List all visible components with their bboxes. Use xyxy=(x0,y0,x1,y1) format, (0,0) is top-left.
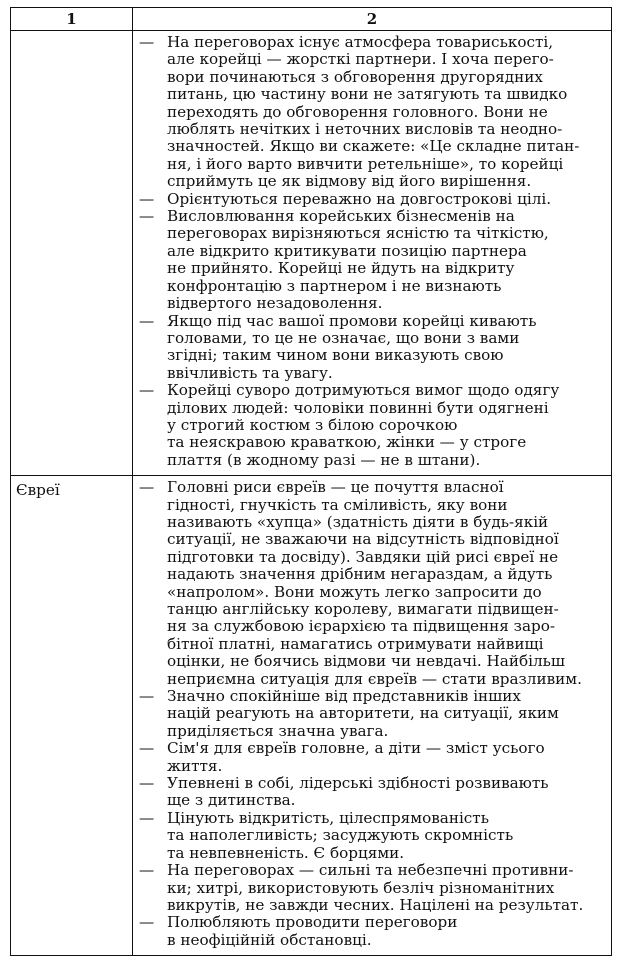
table-row xyxy=(11,31,612,476)
text-line: Корейці суворо дотримуються вимог щодо одягу xyxy=(167,381,560,400)
text-line: танцю англійську королеву, вимагати підвищен- xyxy=(167,600,559,618)
list-item xyxy=(139,479,605,688)
list-item xyxy=(139,34,605,191)
text-line: та неяскравою краваткою, жінки — у строге xyxy=(167,433,527,452)
text-line: ділових людей: чоловіки повинні бути одягнені xyxy=(167,398,549,417)
text-line: значностей. Якщо ви скажете: «Це складне питан- xyxy=(167,137,580,156)
text-line: переходять до обговорення головного. Вони не xyxy=(167,102,548,121)
text-line: але корейці — жорсткі партнери. І хоча перего- xyxy=(167,50,554,69)
text-line: згідні; таким чином вони виказують свою xyxy=(167,346,504,365)
text-line: націй реагують на авторитети, на ситуації, яким xyxy=(167,704,559,723)
dash-marker: — xyxy=(139,381,155,400)
list-item xyxy=(139,688,605,740)
list-item xyxy=(139,191,605,208)
column-header-1: 1 xyxy=(11,8,133,31)
text-line: але відкрито критикувати позицію партнера xyxy=(167,241,527,260)
text-line: життя. xyxy=(167,756,223,775)
text-line: Висловлювання корейських бізнесменів на xyxy=(167,207,515,226)
text-line: Полюбляють проводити переговори xyxy=(167,913,458,932)
text-line: люблять нечітких і неточних висловів та неодно- xyxy=(167,120,563,139)
text-line: в неофіційній обстановці. xyxy=(167,930,372,949)
dash-marker: — xyxy=(139,33,155,51)
bullet-list xyxy=(139,34,605,469)
table-row xyxy=(11,476,612,956)
text-line: оцінки, не боячись відмови чи невдачі. Найбільш xyxy=(167,652,566,671)
list-item xyxy=(139,914,605,949)
text-line: гідності, гнучкість та сміливість, яку вони xyxy=(167,495,508,514)
column-header-2: 2 xyxy=(133,8,612,31)
text-line: конфронтацію з партнером і не визнають xyxy=(167,276,502,295)
text-line: Головні риси євреїв — це почуття власної xyxy=(167,478,504,497)
row-content-cell xyxy=(133,476,612,956)
text-line: підготовки та досвіду). Завдяки цій рисі євреї не xyxy=(167,547,559,566)
list-item xyxy=(139,313,605,383)
text-line: відвертого незадоволення. xyxy=(167,294,383,313)
dash-marker: — xyxy=(139,687,155,706)
list-item xyxy=(139,740,605,775)
dash-marker: — xyxy=(139,739,155,758)
text-line: головами, то це не означає, що вони з вами xyxy=(167,328,520,347)
text-line: надають значення дрібним негараздам, а йдуть xyxy=(167,565,553,584)
text-line: та невпевненість. Є борцями. xyxy=(167,843,405,862)
text-line: Якщо під час вашої промови корейці кивають xyxy=(167,311,537,330)
text-line: Орієнтуються переважно на довгострокові цілі. xyxy=(167,189,552,208)
dash-marker: — xyxy=(139,913,155,932)
row-label-cell xyxy=(11,31,133,476)
text-line: та наполегливість; засуджують скромність xyxy=(167,826,514,845)
list-item xyxy=(139,208,605,312)
text-line: у строгий костюм з білою сорочкою xyxy=(167,415,458,434)
text-line: бітної платні, намагатись отримувати найвищі xyxy=(167,634,544,653)
text-line: не прийнято. Корейці не йдуть на відкриту xyxy=(167,259,515,278)
text-line: Сім'я для євреїв головне, а діти — зміст усього xyxy=(167,739,545,758)
text-line: неприємна ситуація для євреїв — стати вразливим. xyxy=(167,669,582,688)
text-line: сприймуть це як відмову від його вирішення. xyxy=(167,172,532,191)
text-line: Упевнені в собі, лідерські здібності розвивають xyxy=(167,774,549,793)
text-line: називають «хупца» (здатність діяти в будь-якій xyxy=(167,512,549,531)
dash-marker: — xyxy=(139,861,155,880)
text-line: Цінують відкритість, цілеспрямованість xyxy=(167,808,489,827)
list-item xyxy=(139,862,605,914)
text-line: ня за службовою ієрархією та підвищення заро- xyxy=(167,617,556,636)
list-item xyxy=(139,382,605,469)
row-content-cell xyxy=(133,31,612,476)
text-line: «напролом». Вони можуть легко запросити до xyxy=(167,582,542,601)
text-line: Значно спокійніше від представників інших xyxy=(167,687,521,706)
text-line: На переговорах — сильні та небезпечні противни- xyxy=(167,861,574,880)
text-line: ки; хитрі, використовують безліч різноманітних xyxy=(167,878,555,897)
text-line: На переговорах існує атмосфера товариськості, xyxy=(167,33,554,51)
text-line: переговорах вирізняються ясністю та чіткістю, xyxy=(167,224,549,243)
dash-marker: — xyxy=(139,808,155,827)
text-line: ситуації, не зважаючи на відсутність відповідної xyxy=(167,530,559,549)
dash-marker: — xyxy=(139,189,155,208)
text-line: ввічливість та увагу. xyxy=(167,363,333,382)
text-line: плаття (в жодному разі — не в штани). xyxy=(167,450,481,469)
list-item xyxy=(139,775,605,810)
text-line: приділяється значна увага. xyxy=(167,721,389,740)
header-row xyxy=(11,8,612,31)
dash-marker: — xyxy=(139,207,155,226)
text-line: питань, цю частину вони не затягують та швидко xyxy=(167,85,568,104)
list-item xyxy=(139,810,605,862)
text-line: викрутів, не завжди чесних. Націлені на результат. xyxy=(167,895,584,914)
dash-marker: — xyxy=(139,478,155,497)
row-label-cell xyxy=(11,476,133,956)
dash-marker: — xyxy=(139,774,155,793)
dash-marker: — xyxy=(139,311,155,330)
culture-table xyxy=(10,7,612,956)
row-label: Євреї xyxy=(16,481,60,500)
document-page xyxy=(10,7,611,956)
bullet-list xyxy=(139,479,605,949)
text-line: ще з дитинства. xyxy=(167,791,296,810)
text-line: ня, і його варто вивчити ретельніше», то корейці xyxy=(167,154,564,173)
text-line: вори починаються з обговорення другорядних xyxy=(167,67,543,86)
